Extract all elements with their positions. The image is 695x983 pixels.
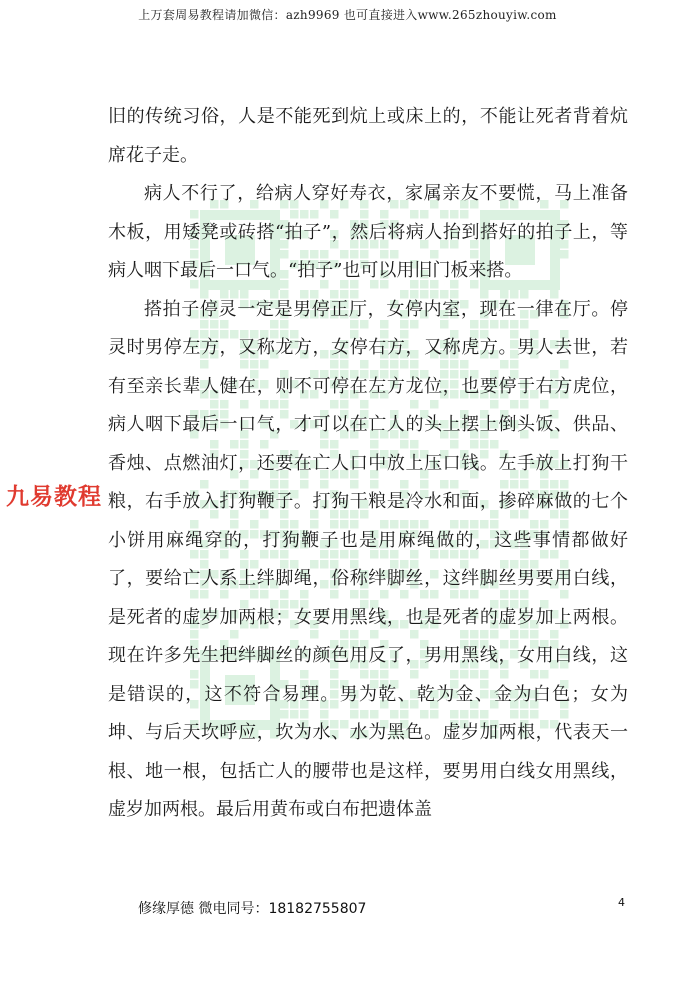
body-text [108,98,628,830]
paragraph: 搭拍子停灵一定是男停正厅，女停内室，现在一律在厅。停灵时男停左方，又称龙方，女停右方，又称虎方。男人去世，若有至亲长辈人健在，则不可停在左方龙位，也要停于右方虎位，病人咽下最后一口气，才可以在亡人的头上摆上倒头饭、供品、香烛、点燃油灯，还要在亡人口中放上压口钱。左手放上打狗干粮，右手放入打狗鞭子。打狗干粮是冷水和面，掺碎麻做的七个小饼用麻绳穿的，打狗鞭子也是用麻绳做的，这些事情都做好了，要给亡人系上绊脚绳，俗称绊脚丝，这绊脚丝男要用白线，是死者的虚岁加两根；女要用黑线，也是死者的虚岁加上两根。现在许多先生把绊脚丝的颜色用反了，男用黑线，女用白线，这是错误的，这不符合易理。男为乾、乾为金、金为白色；女为坤、与后天坎呼应，坎为水、水为黑色。虚岁加两根，代表天一根、地一根，包括亡人的腰带也是这样，要男用白线女用黑线，虚岁加两根。最后用黄布或白布把遗体盖 [108,298,628,820]
brand-logo: 九易教程 [4,478,104,511]
paragraph: 病人不行了，给病人穿好寿衣，家属亲友不要慌，马上准备木板，用矮凳或砖搭“拍子”，然后将病人抬到搭好的拍子上，等病人咽下最后一口气。“拍子”也可以用旧门板来搭。 [108,183,628,281]
page-footer: 修缘厚德 微电同号：18182755807 [138,901,367,917]
page-number: 4 [618,896,625,909]
paragraph: 旧的传统习俗，人是不能死到炕上或床上的，不能让死者背着炕席花子走。 [108,106,628,166]
page-header: 上万套周易教程请加微信：azh9969 也可直接进入www.265zhouyiw.com [138,8,557,22]
